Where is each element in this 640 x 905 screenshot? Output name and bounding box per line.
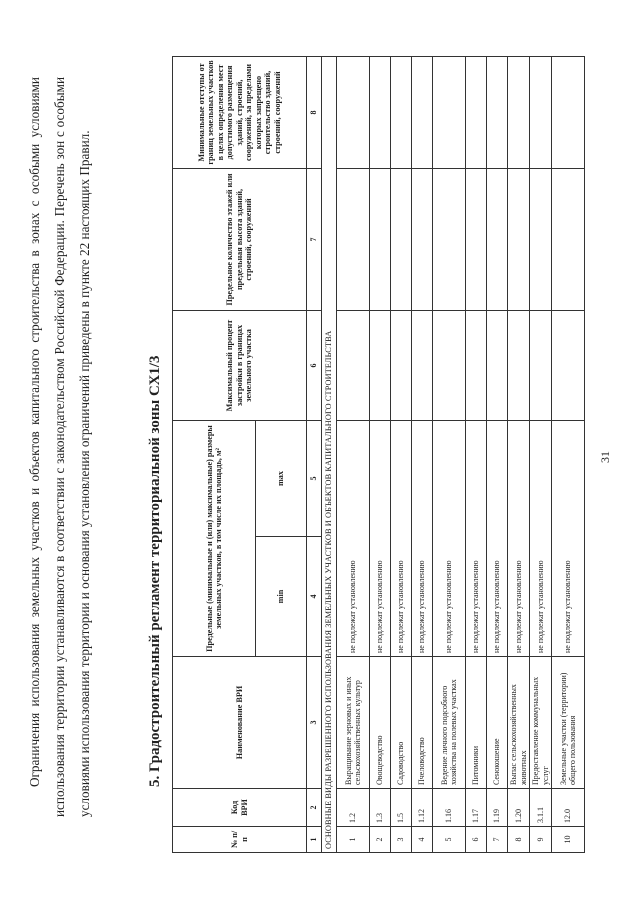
- regulation-table: [172, 56, 585, 853]
- intro-text: [22, 77, 97, 817]
- column-number-row: [307, 57, 322, 853]
- row-empty-cell: [412, 169, 433, 311]
- row-num: 6: [466, 827, 487, 853]
- row-empty-cell: [370, 311, 391, 421]
- row-name: Выпас сельскохозяйственных животных: [508, 657, 530, 789]
- row-empty-cell: [370, 169, 391, 311]
- row-empty-cell: [337, 57, 370, 169]
- row-empty-cell: [433, 57, 466, 169]
- header-code: Код ВРИ: [173, 789, 307, 827]
- row-name: Предоставление коммунальных услуг: [530, 657, 552, 789]
- table-row: [370, 57, 391, 853]
- row-empty-cell: [552, 311, 585, 421]
- col-number: 5: [307, 421, 322, 537]
- row-empty-cell: [530, 57, 552, 169]
- row-empty-cell: [433, 311, 466, 421]
- row-empty-cell: [487, 169, 508, 311]
- row-empty-cell: [337, 169, 370, 311]
- table-row: [508, 57, 530, 853]
- row-empty-cell: [337, 311, 370, 421]
- row-code: 1.2: [337, 789, 370, 827]
- row-code: 1.20: [508, 789, 530, 827]
- row-empty-cell: [466, 311, 487, 421]
- row-empty-cell: [370, 57, 391, 169]
- row-code: 1.17: [466, 789, 487, 827]
- row-name: Питомники: [466, 657, 487, 789]
- row-area: не подлежат установлению: [466, 421, 487, 657]
- row-empty-cell: [391, 169, 412, 311]
- row-empty-cell: [412, 57, 433, 169]
- row-empty-cell: [466, 57, 487, 169]
- col-number: 8: [307, 57, 322, 169]
- row-empty-cell: [508, 57, 530, 169]
- row-empty-cell: [508, 311, 530, 421]
- row-empty-cell: [530, 311, 552, 421]
- row-area: не подлежат установлению: [370, 421, 391, 657]
- row-empty-cell: [391, 57, 412, 169]
- row-name: Сенокошение: [487, 657, 508, 789]
- row-num: 1: [337, 827, 370, 853]
- header-area-max: max: [256, 421, 307, 537]
- intro-paragraph: Ограничения использования земельных участков и объектов капитального строительства в зонах с особыми условиями использования территории устанавливаются в соответствии с законодательством Российской Федерации. Перечень зон с особыми условиями использования территории и основания установления ограничений приведены в пункте 22 настоящих Правил.: [27, 77, 92, 817]
- row-name: Земельные участки (территории) общего пользования: [552, 657, 585, 789]
- row-area: не подлежат установлению: [552, 421, 585, 657]
- header-percent: Максимальный процент застройки в границах земельного участка: [173, 311, 307, 421]
- row-code: 12.0: [552, 789, 585, 827]
- row-num: 5: [433, 827, 466, 853]
- row-area: не подлежат установлению: [337, 421, 370, 657]
- row-area: не подлежат установлению: [391, 421, 412, 657]
- row-num: 3: [391, 827, 412, 853]
- table-header-row: [173, 57, 256, 853]
- row-empty-cell: [552, 57, 585, 169]
- row-code: 1.19: [487, 789, 508, 827]
- header-name: Наименование ВРИ: [173, 657, 307, 789]
- col-number: 7: [307, 169, 322, 311]
- table-row: [487, 57, 508, 853]
- table-row: [466, 57, 487, 853]
- header-area-min: min: [256, 537, 307, 657]
- row-name: Садоводство: [391, 657, 412, 789]
- row-num: 10: [552, 827, 585, 853]
- row-empty-cell: [508, 169, 530, 311]
- row-empty-cell: [466, 169, 487, 311]
- row-empty-cell: [433, 169, 466, 311]
- row-empty-cell: [487, 57, 508, 169]
- row-area: не подлежат установлению: [487, 421, 508, 657]
- row-name: Пчеловодство: [412, 657, 433, 789]
- row-empty-cell: [487, 311, 508, 421]
- col-number: 6: [307, 311, 322, 421]
- row-area: не подлежат установлению: [433, 421, 466, 657]
- table-row: [337, 57, 370, 853]
- table-row: [412, 57, 433, 853]
- row-area: не подлежат установлению: [530, 421, 552, 657]
- row-empty-cell: [530, 169, 552, 311]
- header-setbacks: Минимальные отступы от границ земельных участков в целях определения мест допустимого размещения зданий, строений, сооружений, за пределами которых запрещено строительство зданий, строений, сооружений: [173, 57, 307, 169]
- row-num: 4: [412, 827, 433, 853]
- row-area: не подлежат установлению: [508, 421, 530, 657]
- table-row: [530, 57, 552, 853]
- row-num: 7: [487, 827, 508, 853]
- header-floors: Предельное количество этажей или предельная высота зданий, строений, сооружений: [173, 169, 307, 311]
- row-num: 9: [530, 827, 552, 853]
- row-code: 3.1.1: [530, 789, 552, 827]
- col-number: 3: [307, 657, 322, 789]
- header-area: Предельные (минимальные и (или) максимальные) размеры земельных участков, в том числе их площадь, м²: [173, 421, 256, 657]
- header-num: № п/п: [173, 827, 307, 853]
- col-number: 1: [307, 827, 322, 853]
- row-code: 1.5: [391, 789, 412, 827]
- row-area: не подлежат установлению: [412, 421, 433, 657]
- row-empty-cell: [391, 311, 412, 421]
- row-code: 1.16: [433, 789, 466, 827]
- row-name: Ведение личного подсобного хозяйства на полевых участках: [433, 657, 466, 789]
- table-body: [337, 57, 585, 853]
- table-row: [433, 57, 466, 853]
- page-number: 31: [598, 451, 612, 463]
- row-name: Выращивание зерновых и иных сельскохозяйственных культур: [337, 657, 370, 789]
- col-number: 4: [307, 537, 322, 657]
- section-banner-row: [322, 57, 337, 853]
- table-row: [552, 57, 585, 853]
- table-row: [391, 57, 412, 853]
- row-name: Овощеводство: [370, 657, 391, 789]
- row-code: 1.3: [370, 789, 391, 827]
- row-empty-cell: [412, 311, 433, 421]
- row-num: 8: [508, 827, 530, 853]
- section-banner: ОСНОВНЫЕ ВИДЫ РАЗРЕШЕННОГО ИСПОЛЬЗОВАНИЯ ЗЕМЕЛЬНЫХ УЧАСТКОВ И ОБЪЕКТОВ КАПИТАЛЬНОГО СТРОИТЕЛЬСТВА: [322, 57, 337, 853]
- row-num: 2: [370, 827, 391, 853]
- section-title: 5. Градостроительный регламент территориальной зоны СХ1/3: [147, 355, 163, 787]
- col-number: 2: [307, 789, 322, 827]
- row-code: 1.12: [412, 789, 433, 827]
- row-empty-cell: [552, 169, 585, 311]
